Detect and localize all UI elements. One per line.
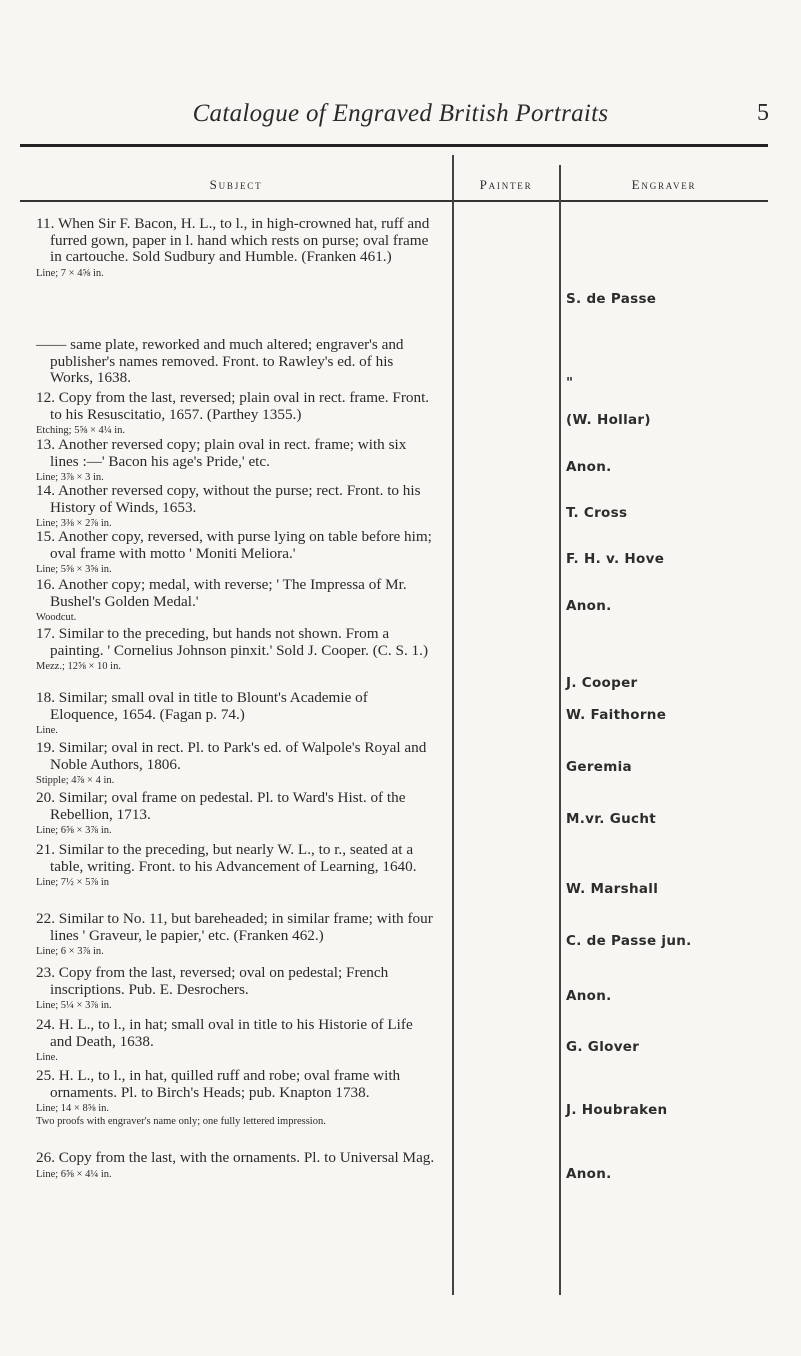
engraver-entry-11: S. de Passe [566,291,657,307]
page-header [0,0,801,150]
entry-medium: Line; 14 × 8⅝ in. [36,1103,109,1114]
engraver-entry-21: W. Marshall [566,881,659,897]
entry-medium: Line; 3⅞ × 3 in. [36,472,104,483]
column-divider-left [452,155,454,1295]
entry-medium: Line. [36,1052,58,1063]
entry-15 [36,529,436,576]
running-title: Catalogue of Engraved British Portraits [192,100,609,127]
engraver-entry-18: W. Faithorne [566,707,667,723]
header-rule [20,200,768,202]
entry-note: Two proofs with engraver's name only; one fully lettered impression. [36,1116,326,1127]
column-header-subject: Subject [209,177,263,192]
entry-medium: Line; 6⅝ × 3⅞ in. [36,825,112,836]
engraver-entry-17: J. Cooper [566,675,638,691]
entry-description: 16. Another copy; medal, with reverse; ' The Impressa of Mr. Bushel's Golden Medal.' [36,576,407,610]
engraver-entry-14: T. Cross [566,505,628,521]
entry-26 [36,1150,436,1181]
entry-description: 11. When Sir F. Bacon, H. L., to l., in high-crowned hat, ruff and furred gown, paper in l. hand which rests on purse; oval frame in cartouche. Sold Sudbury and Humble. (Franken 461.) [36,215,430,265]
entry-medium: Line; 7½ × 5⅞ in [36,877,109,888]
entry-description: 20. Similar; oval frame on pedestal. Pl. to Ward's Hist. of the Rebellion, 1713. [36,789,406,823]
entry-25 [36,1068,436,1128]
entry-description: 26. Copy from the last, with the ornaments. Pl. to Universal Mag. [36,1149,435,1166]
entry-description: 21. Similar to the preceding, but nearly W. L., to r., seated at a table, writing. Front. to his Advancement of Learning, 1640. [36,841,417,875]
engraver-entry-26: Anon. [566,1166,612,1182]
engraver-entry-25: J. Houbraken [566,1102,668,1118]
entry-medium: Mezz.; 12⅝ × 10 in. [36,661,121,672]
entry-description: 17. Similar to the preceding, but hands not shown. From a painting. ' Cornelius Johnson pinxit.' Sold J. Cooper. (C. S. 1.) [36,625,429,659]
entry-23 [36,965,436,1012]
engraver-entry-16: Anon. [566,598,612,614]
entry-description: 13. Another reversed copy; plain oval in rect. frame; with six lines :—' Bacon his age's Pride,' etc. [36,436,407,470]
entry-11-variant [36,337,436,387]
entry-description: 19. Similar; oval in rect. Pl. to Park's ed. of Walpole's Royal and Noble Authors, 1806. [36,739,427,773]
entry-medium: Line; 3⅜ × 2⅞ in. [36,518,112,529]
entry-description: 18. Similar; small oval in title to Blount's Academie of Eloquence, 1654. (Fagan p. 74.) [36,689,368,723]
engraver-entry-11-variant: " [566,375,574,391]
entry-description: 14. Another reversed copy, without the purse; rect. Front. to his History of Winds, 1653. [36,482,421,516]
entry-medium: Line. [36,725,58,736]
entry-medium: Line; 6⅝ × 4¼ in. [36,1168,112,1180]
entry-description: 23. Copy from the last, reversed; oval on pedestal; French inscriptions. Pub. E. Desrochers. [36,964,389,998]
column-header-painter: Painter [479,177,533,192]
entry-13 [36,437,436,484]
entry-18 [36,690,436,737]
entry-24 [36,1017,436,1064]
engraver-entry-24: G. Glover [566,1039,640,1055]
engraver-entry-22: C. de Passe jun. [566,933,692,949]
engraver-entry-19: Geremia [566,759,632,775]
engraver-entry-15: F. H. v. Hove [566,551,665,567]
entry-description: 25. H. L., to l., in hat, quilled ruff and robe; oval frame with ornaments. Pl. to Birch's Heads; pub. Knapton 1738. [36,1067,401,1101]
entry-medium: Etching; 5⅝ × 4¼ in. [36,425,126,436]
entry-22 [36,911,436,958]
entry-medium: Line; 6 × 3⅞ in. [36,946,104,957]
engraver-entry-13: Anon. [566,459,612,475]
entry-description: 15. Another copy, reversed, with purse lying on table before him; oval frame with motto ' Moniti Meliora.' [36,528,432,562]
entry-description: —— same plate, reworked and much altered; engraver's and publisher's names removed. Front. to Rawley's ed. of his Works, 1638. [36,336,404,386]
engraver-entry-20: M.vr. Gucht [566,811,656,827]
entry-description: 24. H. L., to l., in hat; small oval in title to his Historie of Life and Death, 1638. [36,1016,413,1050]
entry-medium: Line; 5⅝ × 3⅝ in. [36,564,112,575]
entry-description: 22. Similar to No. 11, but bareheaded; in similar frame; with four lines ' Graveur, le papier,' etc. (Franken 462.) [36,910,433,944]
entry-medium: Line; 7 × 4⅝ in. [36,267,104,279]
entry-11 [36,216,436,280]
entry-12 [36,390,436,437]
entry-17 [36,626,436,673]
entry-20 [36,790,436,837]
entry-16 [36,577,436,624]
engraver-entry-12: (W. Hollar) [566,412,651,428]
engraver-entry-23: Anon. [566,988,612,1004]
entry-medium: Woodcut. [36,612,77,623]
entry-14 [36,483,436,530]
column-divider-right [559,165,561,1295]
entry-medium: Line; 5¼ × 3⅞ in. [36,1000,112,1011]
entry-description: 12. Copy from the last, reversed; plain oval in rect. frame. Front. to his Resuscitatio, 1657. (Parthey 1355.) [36,389,430,423]
entry-21 [36,842,436,889]
entry-19 [36,740,436,787]
page-number: 5 [757,100,769,126]
entry-medium: Stipple; 4⅞ × 4 in. [36,775,115,786]
column-header-engraver: Engraver [631,177,697,192]
top-rule [20,144,768,147]
